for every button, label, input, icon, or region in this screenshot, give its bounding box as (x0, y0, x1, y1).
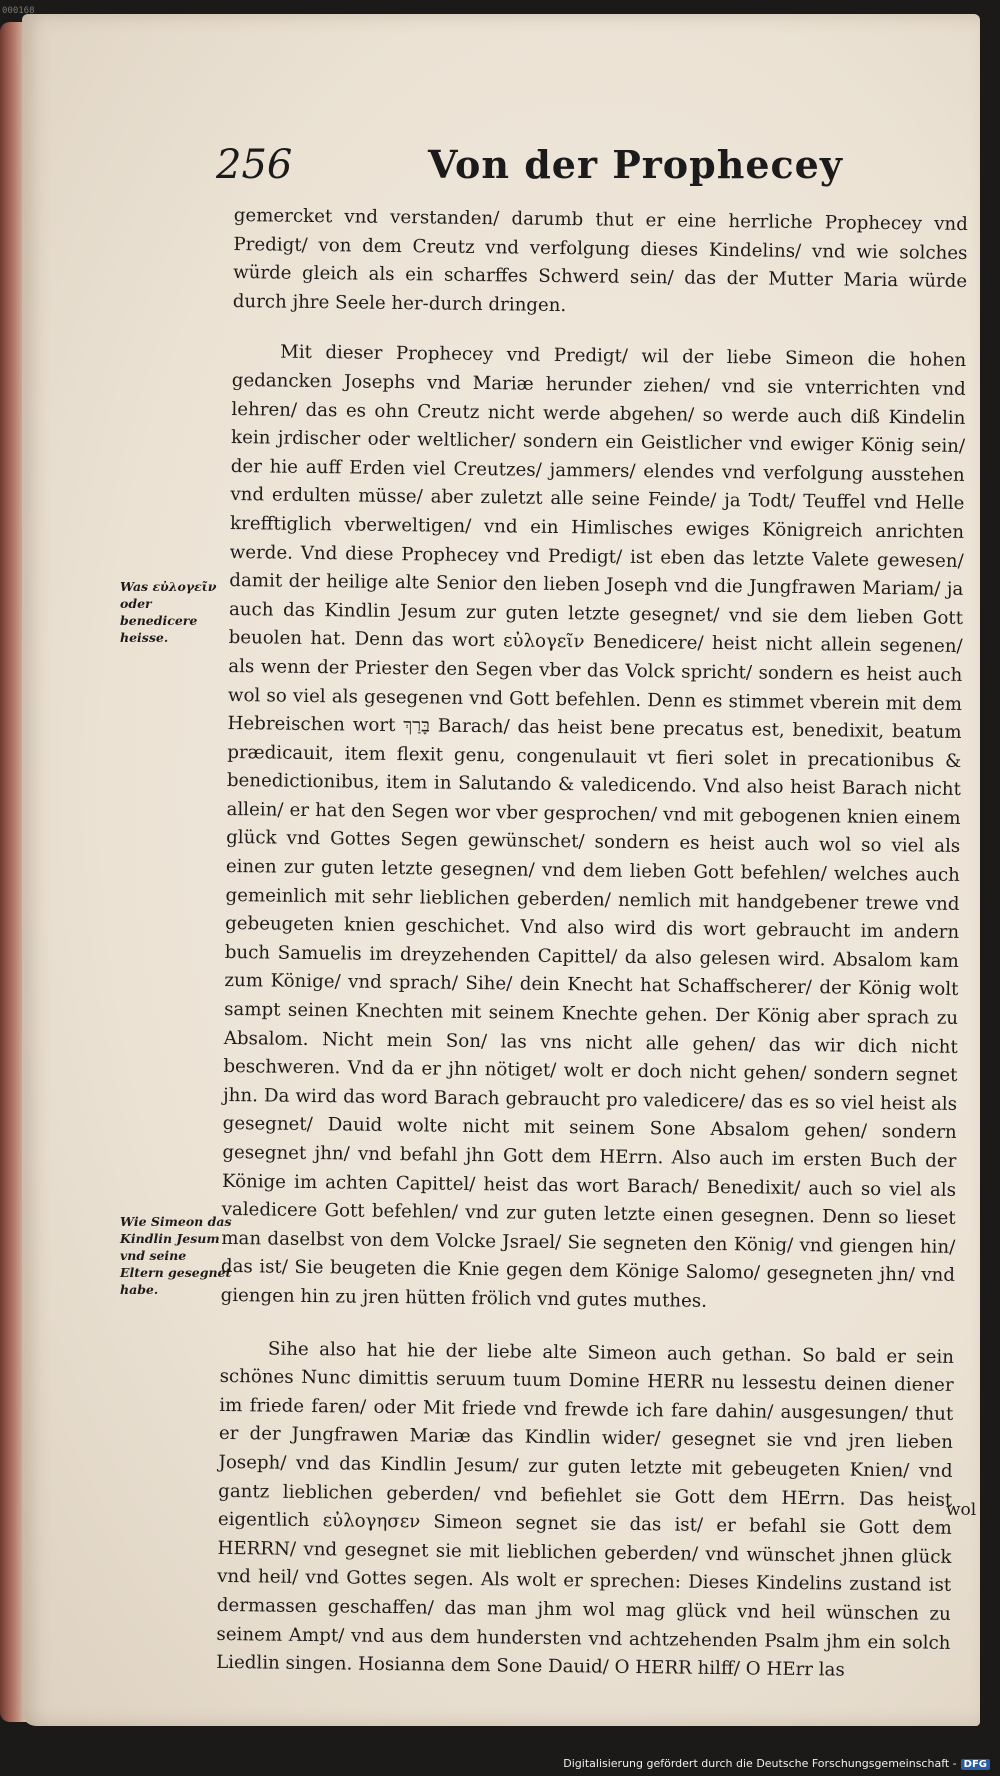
page-header (216, 142, 976, 202)
dfg-logo-icon: DFG (961, 1759, 990, 1770)
running-head: Von der Prophecey (428, 142, 843, 187)
margin-note-simeon: Wie Simeon das Kindlin Jesum vnd seine Eltern gesegnet habe. (120, 1214, 232, 1297)
paragraph-1: gemercket vnd verstanden/ darumb thut er eine herrliche Prophecey vnd Predigt/ von dem Creutz vnd verfolgung dieses Kindelins/ vnd wie solches würde gleich als ein scharffes Schwerd sein/ das der Mutter Maria würde durch jhre Seele her-durch dringen. (232, 204, 968, 316)
scan-stamp: 000168 (2, 6, 35, 16)
page-number: 256 (216, 142, 293, 188)
body-text (216, 202, 968, 1687)
catch-word: wol (946, 1500, 977, 1520)
paragraph-2: Mit dieser Prophecey vnd Predigt/ wil der liebe Simeon die hohen gedancken Josephs vnd Mariæ herunder ziehen/ vnd sie vnterrichten vnd lehren/ das es ohn Creutz nicht werde abgehen/ so werde auch diß Kindelin kein jrdischer oder weltlicher/ sondern ein Geistlicher vnd ewiger König sein/ der hie auff Erden viel Creutzes/ jammers/ elendes vnd verfolgung ausstehen vnd erdulten müsse/ aber zuletzt alle seine Feinde/ ja Todt/ Teuffel vnd Helle krefftiglich vberweltigen/ vnd ein Himlisches ewiges Königreich anrichten werde. Vnd diese Prophecey vnd Predigt/ ist eben das letzte Valete gewesen/ damit der heilige alte Senior den lieben Joseph vnd die Jungfrawen Mariam/ ja auch das Kindlin Jesum zur guten letzte gesegnet/ vnd sie dem lieben Gott beuolen hat. Denn das wort εὐλογεῖν Benedicere/ heist nicht allein segenen/ als wenn der Priester den Segen vber das Volck spricht/ sondern es heist auch wol so viel als gesegenen vnd Gott befehlen. Denn es stimmet vberein mit dem Hebreischen wort בָּרַךְ Barach/ das heist bene precatus est, benedixit, beatum prædicauit, item flexit genu, congenulauit vt fieri solet in precationibus & benedictionibus, item in Salutando & valedicendo. Vnd also heist Barach nicht allein/ er hat den Segen wor vber gesprochen/ vnd mit gebogenen knien einem glück vnd Gottes Segen gewünschet/ sondern es heist auch wol so viel als einen zur guten letzte gesegnen/ vnd dem lieben Gott befehlen/ welches auch gemeinlich mit sehr lieblichen geberden/ nemlich mit handgebener trewe vnd gebeugeten knien geschichet. Vnd also wird dis wort gebraucht im andern buch Samuelis im dreyzehenden Capittel/ da also gelesen wird. Absalom kam zum Könige/ vnd sprach/ Sihe/ dein Knecht hat Schaffscherer/ der König wolt sampt seinen Knechten mit seinem Knechte gehen. Der König aber sprach zu Absalom. Nicht mein Son/ las vns nicht alle gehen/ das wir dich nicht beschweren. Vnd da er jhn nötiget/ wolt er doch nicht gehen/ sondern segnet jhn. Da wird das word Barach gebraucht pro valedicere/ das es so viel heist als gesegnet/ Dauid wolte nicht mit seinem Sone Absalom gehen/ sondern gesegnet jhn/ vnd befahl jhn Gott dem HErrn. Also auch im ersten Buch der Könige im achten Capittel/ heist das wort Barach/ Benedixit/ auch so viel als valedicere Gott befehlen/ vnd zur guten letzte einen gesegnen. Denn so lieset man daselbst von dem Volcke Jsrael/ Sie segneten den König/ vnd giengen hin/ das ist/ Sie beugeten die Knie gegen dem Könige Salomo/ gesegneten jhn/ vnd giengen hin zu jren hütten frölich vnd gutes muthes. (220, 341, 967, 1312)
footer-text: Digitalisierung gefördert durch die Deutsche Forschungsgemeinschaft - (563, 1757, 957, 1770)
margin-note-benedicere: Was εὐλογεῖν oder benedicere heisse. (120, 579, 217, 645)
paragraph-3: Sihe also hat hie der liebe alte Simeon auch gethan. So bald er sein schönes Nunc dimittis seruum tuum Domine HERR nu lessestu deinen diener im friede faren/ oder Mit friede vnd frewde ich fare dahin/ ausgesungen/ thut er der Jungfrawen Mariæ das Kindlin wider/ gesegnet sie vnd jren lieben Joseph/ vnd das Kindlin Jesum/ zur guten letzte mit gebeugeten Knien/ vnd gantz lieblichen geberden/ vnd befiehlet sie Gott dem HErrn. Das heist eigentlich εὐλογησεν Simeon segnet sie das ist/ er befahl sie Gott dem HERRN/ vnd gesegnet sie mit lieblichen geberden/ vnd wünschet jhnen glück vnd heil/ vnd Gottes segen. Als wolt er sprechen: Dieses Kindelins zustand ist dermassen geschaffen/ das man jhm wol mag glück vnd heil wünschen zu seinem Ampt/ vnd aus dem hundersten vnd achtzehenden Psalm jhm ein solch Liedlin singen. Hosianna dem Sone Dauid/ O HERR hilff/ O HErr las (216, 1338, 955, 1681)
footer-credit (563, 1757, 990, 1770)
